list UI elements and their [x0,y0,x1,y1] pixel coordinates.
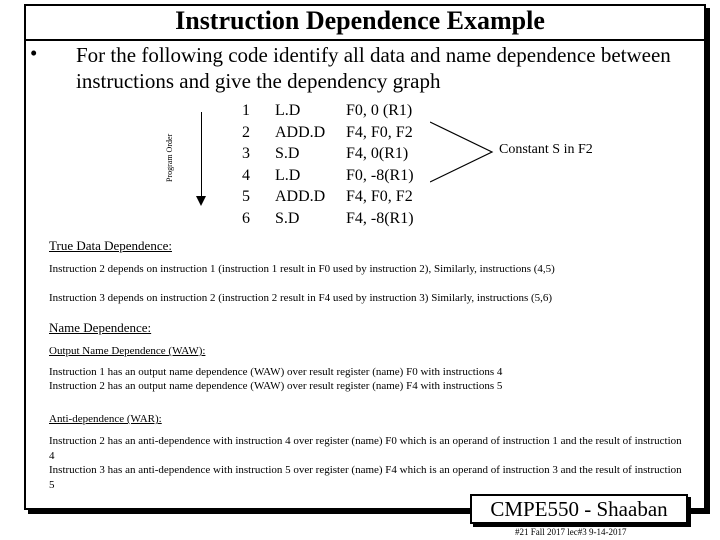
constant-bracket [430,118,496,188]
instruction-number: 6 [242,209,250,227]
constant-note: Constant S in F2 [499,142,593,157]
instruction-operand: F4, F0, F2 [346,123,413,141]
course-badge: CMPE550 - Shaaban [470,494,688,524]
program-order-arrow [201,112,202,198]
bullet-icon: • [30,41,38,65]
instruction-operand: F4, -8(R1) [346,209,414,227]
instruction-numbers [230,100,250,229]
instruction-number: 4 [242,166,250,184]
instruction-opcodes [275,100,325,229]
down-arrow-icon [196,196,206,206]
instruction-operand: F0, -8(R1) [346,166,414,184]
output-dependence-heading: Output Name Dependence (WAW): [49,345,206,357]
instruction-opcode: ADD.D [275,188,326,205]
instruction-opcode: L.D [275,166,301,184]
true-data-line-1: Instruction 2 depends on instruction 1 (instruction 1 result in F0 used by instruction 2), Similarly, instructions (4,5) [49,263,555,275]
instruction-opcode: S.D [275,209,300,227]
instruction-opcode: ADD.D [275,123,326,141]
instruction-number: 2 [242,123,250,141]
anti-dependence-para-1: Instruction 2 has an anti-dependence with instruction 4 over register (name) F0 which is an operand of instruction 1 and the result of instruction 4 [49,435,682,462]
true-data-heading: True Data Dependence: [49,238,172,253]
instruction-operand: F4, 0(R1) [346,145,409,162]
title-divider [26,39,704,41]
output-dependence-line-2: Instruction 2 has an output name dependence (WAW) over result register (name) F4 with instructions 5 [49,380,503,392]
slide-footer: #21 Fall 2017 lec#3 9-14-2017 [515,527,627,537]
instruction-opcode: L.D [275,102,301,119]
true-data-line-2: Instruction 3 depends on instruction 2 (instruction 2 result in F4 used by instruction 3) Similarly, instructions (5,6) [49,292,553,304]
anti-dependence-heading: Anti-dependence (WAR): [49,413,162,425]
output-dependence-line-1: Instruction 1 has an output name dependence (WAW) over result register (name) F0 with instructions 4 [49,366,503,378]
instruction-operand: F0, 0 (R1) [346,102,413,119]
instruction-number: 1 [242,102,250,119]
program-order-label: Program Order [165,133,174,182]
bullet-text: For the following code identify all data and name dependence between instructions and give the dependency graph [76,43,671,93]
anti-dependence-para-2: Instruction 3 has an anti-dependence with instruction 5 over register (name) F4 which is an operand of instruction 3 and the result of instruction 5 [49,464,682,491]
name-dependence-heading: Name Dependence: [49,320,152,335]
instruction-operand: F4, F0, F2 [346,188,413,205]
instruction-opcode: S.D [275,145,300,162]
instruction-number: 3 [242,145,250,162]
slide-title: Instruction Dependence Example [175,6,545,35]
instruction-operands [346,100,414,229]
instruction-number: 5 [242,188,250,205]
